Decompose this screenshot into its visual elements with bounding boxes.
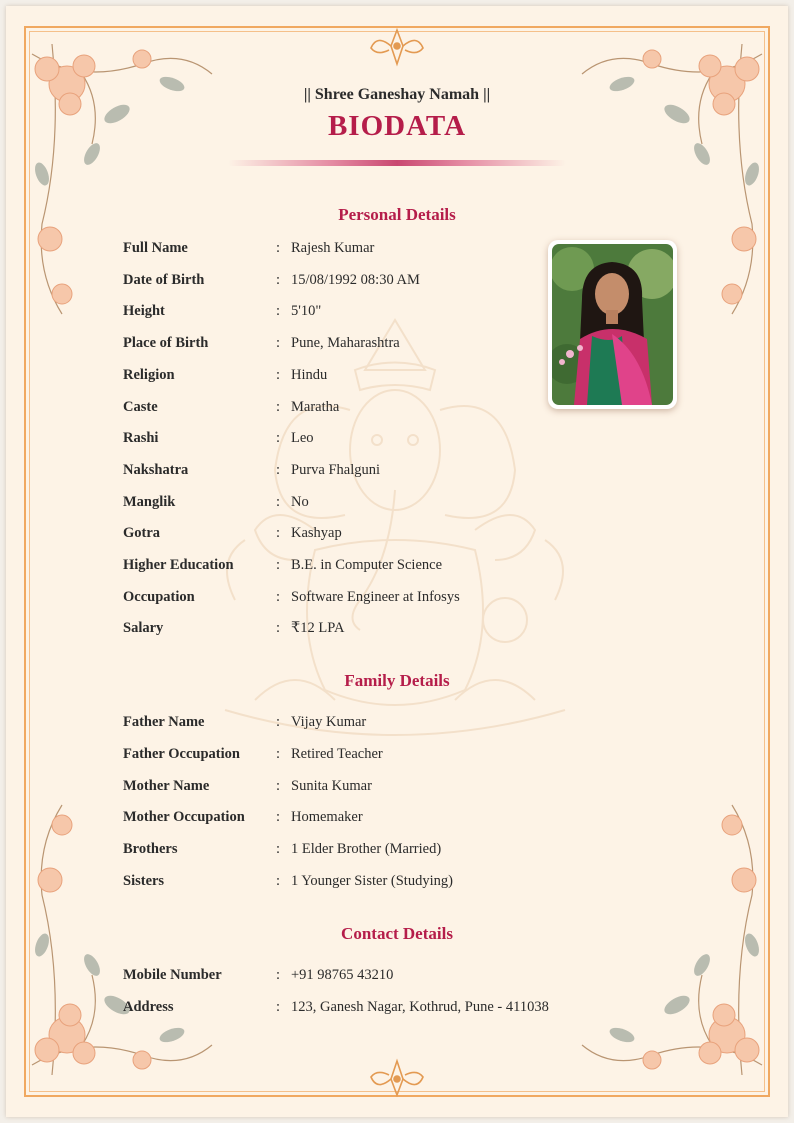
field-separator: : [276, 841, 281, 858]
field-label: Gotra [123, 525, 161, 542]
field-value: Sunita Kumar [291, 777, 372, 794]
field-separator: : [276, 335, 281, 352]
field-value: B.E. in Computer Science [291, 557, 443, 573]
field-separator: : [276, 588, 281, 605]
field-separator: : [276, 620, 281, 637]
field-value: No [291, 493, 309, 510]
field-separator: : [276, 398, 281, 415]
field-value: Leo [291, 430, 314, 447]
floral-corner-bottom-right [572, 795, 772, 1095]
section-title-contact: Contact Details [341, 924, 453, 943]
field-separator: : [276, 366, 281, 383]
ornament-top-icon [367, 26, 427, 70]
field-separator: : [276, 967, 281, 983]
field-label: Rashi [123, 430, 159, 447]
field-separator: : [276, 493, 281, 510]
field-label: Mother Name [123, 777, 210, 794]
section-title-family: Family Details [344, 671, 450, 690]
field-label: Father Occupation [123, 745, 240, 762]
field-label: Sisters [123, 873, 165, 889]
field-label: Brothers [123, 841, 178, 858]
field-label: Height [123, 303, 165, 320]
field-label: Occupation [123, 588, 195, 605]
field-separator: : [276, 777, 281, 794]
field-label: Higher Education [123, 557, 234, 573]
field-separator: : [276, 271, 281, 288]
field-separator: : [276, 303, 281, 320]
field-value: 5'10" [291, 303, 322, 320]
field-separator: : [276, 809, 281, 826]
section-title-personal: Personal Details [338, 205, 456, 224]
field-separator: : [276, 745, 281, 762]
field-label: Nakshatra [123, 461, 189, 478]
field-label: Salary [123, 620, 164, 637]
field-value: 1 Younger Sister (Studying) [291, 873, 453, 889]
field-label: Date of Birth [123, 271, 205, 288]
field-label: Full Name [123, 240, 188, 256]
field-label: Manglik [123, 493, 176, 510]
field-value: +91 98765 43210 [291, 967, 394, 983]
field-value: Hindu [291, 366, 328, 383]
field-label: Mobile Number [123, 967, 222, 983]
field-value: Pune, Maharashtra [291, 335, 400, 352]
field-label: Place of Birth [123, 335, 209, 352]
field-value: Vijay Kumar [291, 714, 367, 730]
field-separator: : [276, 999, 281, 1015]
field-value: Maratha [291, 398, 340, 415]
portrait-image [552, 244, 673, 405]
page-title: BIODATA [327, 110, 467, 142]
ornament-bottom-icon [367, 1055, 427, 1099]
field-label: Address [123, 999, 174, 1015]
field-separator: : [276, 240, 281, 256]
field-label: Caste [123, 398, 158, 415]
field-separator: : [276, 873, 281, 889]
profile-photo [548, 240, 677, 409]
field-separator: : [276, 461, 281, 478]
field-separator: : [276, 525, 281, 542]
field-value: 1 Elder Brother (Married) [291, 841, 442, 858]
field-value: Purva Fhalguni [291, 461, 381, 478]
field-value: Software Engineer at Infosys [291, 588, 460, 605]
field-label: Mother Occupation [123, 809, 245, 826]
field-value: 123, Ganesh Nagar, Kothrud, Pune - 411038 [291, 999, 549, 1015]
invocation-text: || Shree Ganeshay Namah || [303, 86, 491, 103]
floral-corner-bottom-left [22, 795, 222, 1095]
field-separator: : [276, 557, 281, 573]
field-separator: : [276, 430, 281, 447]
field-value: Kashyap [291, 525, 342, 542]
field-value: Retired Teacher [291, 745, 383, 762]
field-label: Father Name [123, 714, 205, 730]
field-separator: : [276, 714, 281, 730]
field-value: Homemaker [291, 809, 363, 826]
field-value: Rajesh Kumar [291, 240, 375, 256]
field-label: Religion [123, 366, 175, 383]
field-value: 15/08/1992 08:30 AM [291, 271, 420, 288]
title-divider [228, 160, 566, 166]
field-value: ₹12 LPA [291, 620, 345, 637]
